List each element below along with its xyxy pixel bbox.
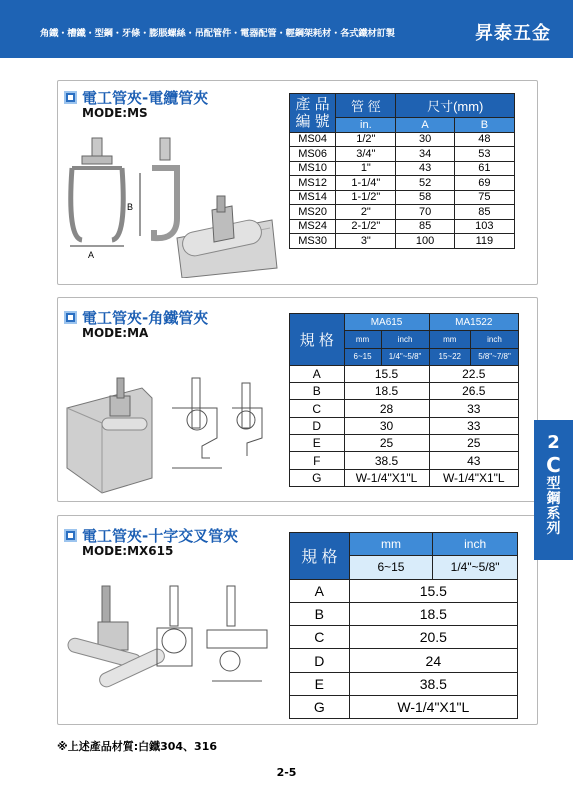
value-cell: 18.5: [344, 383, 429, 400]
row-label-cell: MS14: [290, 190, 336, 205]
row-label-cell: A: [290, 579, 350, 602]
unit-mm: mm: [349, 533, 433, 556]
col-spec: 規 格: [290, 533, 350, 580]
value-cell: 3": [336, 234, 396, 249]
table-row: [290, 602, 518, 625]
value-cell: 38.5: [349, 672, 517, 695]
row-label-cell: MS20: [290, 205, 336, 220]
col-size: 尺寸(mm): [396, 94, 515, 118]
value-cell: 58: [396, 190, 454, 205]
ms-clamp-drawing: [62, 128, 284, 278]
side-tab-char: 系: [546, 506, 561, 522]
unit-mm: mm: [429, 331, 470, 348]
unit-mm: mm: [344, 331, 381, 348]
model-ma1522: MA1522: [429, 314, 518, 331]
range-mm-1: 6~15: [344, 348, 381, 365]
product-label-1: 產 品: [295, 95, 330, 113]
section-mode: MODE:MA: [82, 326, 149, 340]
unit-inch: inch: [470, 331, 518, 348]
value-cell: 1-1/4": [336, 176, 396, 191]
value-cell: 34: [396, 147, 454, 162]
value-cell: 43: [429, 452, 518, 469]
table-row: [290, 161, 515, 176]
value-cell: 70: [396, 205, 454, 220]
value-cell: 2-1/2": [336, 219, 396, 234]
row-label-cell: MS04: [290, 132, 336, 147]
value-cell: 100: [396, 234, 454, 249]
row-label-cell: B: [290, 383, 345, 400]
value-cell: 52: [396, 176, 454, 191]
row-label-cell: C: [290, 400, 345, 417]
row-label-cell: E: [290, 672, 350, 695]
col-b: B: [454, 118, 514, 133]
table-row: [290, 672, 518, 695]
row-label-cell: C: [290, 626, 350, 649]
table-row: [290, 205, 515, 220]
value-cell: 25: [344, 435, 429, 452]
product-label-2: 編 號: [295, 112, 330, 130]
side-tab-number: 2: [547, 432, 560, 453]
value-cell: 28: [344, 400, 429, 417]
value-cell: 1/2": [336, 132, 396, 147]
row-label-cell: A: [290, 365, 345, 382]
table-row: [290, 234, 515, 249]
value-cell: W-1/4"X1"L: [344, 469, 429, 486]
range-mm-2: 15~22: [429, 348, 470, 365]
value-cell: 1-1/2": [336, 190, 396, 205]
value-cell: 2": [336, 205, 396, 220]
row-label-cell: E: [290, 435, 345, 452]
table-row: [290, 383, 519, 400]
side-category-tab: [534, 420, 573, 560]
table-row: [290, 400, 519, 417]
section-mode: MODE:MX615: [82, 544, 174, 558]
material-note: ※上述產品材質:白鐵304、316: [57, 740, 218, 753]
range-inch-1: 1/4"~5/8": [381, 348, 429, 365]
value-cell: 15.5: [349, 579, 517, 602]
table-row: [290, 696, 518, 719]
row-label-cell: F: [290, 452, 345, 469]
col-spec: 規 格: [290, 314, 345, 366]
table-row: [290, 219, 515, 234]
header-bar: [0, 0, 573, 58]
mx-spec-table: [289, 532, 518, 719]
section-title: 電工管夾-十字交叉管夾: [82, 527, 239, 545]
value-cell: W-1/4"X1"L: [349, 696, 517, 719]
table-row: [290, 176, 515, 191]
value-cell: 53: [454, 147, 514, 162]
row-label-cell: B: [290, 602, 350, 625]
value-cell: W-1/4"X1"L: [429, 469, 518, 486]
range-mm: 6~15: [349, 556, 433, 579]
value-cell: 20.5: [349, 626, 517, 649]
table-row: [290, 469, 519, 486]
page-number: 2-5: [276, 766, 297, 779]
side-tab-char: 鋼: [546, 491, 561, 507]
side-tab-char: 型: [546, 476, 561, 492]
value-cell: 30: [396, 132, 454, 147]
table-row: [290, 649, 518, 672]
col-product: [290, 94, 336, 133]
model-ma615: MA615: [344, 314, 429, 331]
section-mode: MODE:MS: [82, 106, 148, 120]
unit-inch: inch: [433, 533, 518, 556]
value-cell: 22.5: [429, 365, 518, 382]
bullet-square-icon: [64, 529, 77, 542]
value-cell: 85: [396, 219, 454, 234]
value-cell: 48: [454, 132, 514, 147]
bullet-square-icon: [64, 91, 77, 104]
ms-spec-table: [289, 93, 515, 249]
table-row: [290, 147, 515, 162]
table-row: [290, 579, 518, 602]
col-in: in.: [336, 118, 396, 133]
value-cell: 33: [429, 417, 518, 434]
value-cell: 25: [429, 435, 518, 452]
section-title: 電工管夾-電纜管夾: [82, 89, 209, 107]
row-label-cell: MS24: [290, 219, 336, 234]
value-cell: 75: [454, 190, 514, 205]
value-cell: 26.5: [429, 383, 518, 400]
col-pipe: 管 徑: [336, 94, 396, 118]
row-label-cell: MS06: [290, 147, 336, 162]
table-row: [290, 417, 519, 434]
range-inch-2: 5/8"~7/8": [470, 348, 518, 365]
value-cell: 18.5: [349, 602, 517, 625]
row-label-cell: G: [290, 469, 345, 486]
header-categories: 角鐵・槽鐵・型鋼・牙條・膨脹螺絲・吊配管件・電器配管・輕鋼架耗材・各式鐵材訂製: [40, 28, 395, 39]
ma-spec-table: [289, 313, 519, 487]
value-cell: 30: [344, 417, 429, 434]
side-tab-char: 列: [546, 521, 561, 537]
value-cell: 43: [396, 161, 454, 176]
brand-name: 昇泰五金: [475, 23, 551, 44]
value-cell: 69: [454, 176, 514, 191]
value-cell: 3/4": [336, 147, 396, 162]
col-a: A: [396, 118, 454, 133]
dim-label-b: B: [127, 202, 134, 212]
mx-clamp-drawing: [62, 566, 284, 716]
value-cell: 15.5: [344, 365, 429, 382]
value-cell: 33: [429, 400, 518, 417]
ma-clamp-drawing: [62, 348, 284, 496]
value-cell: 24: [349, 649, 517, 672]
value-cell: 103: [454, 219, 514, 234]
table-row: [290, 190, 515, 205]
side-tab-letter: C: [546, 453, 561, 477]
table-row: [290, 626, 518, 649]
table-row: [290, 452, 519, 469]
value-cell: 119: [454, 234, 514, 249]
row-label-cell: MS12: [290, 176, 336, 191]
table-row: [290, 435, 519, 452]
row-label-cell: MS10: [290, 161, 336, 176]
table-row: [290, 365, 519, 382]
table-row: [290, 132, 515, 147]
value-cell: 85: [454, 205, 514, 220]
dim-label-a: A: [88, 250, 95, 260]
value-cell: 61: [454, 161, 514, 176]
section-title: 電工管夾-角鐵管夾: [82, 309, 209, 327]
value-cell: 38.5: [344, 452, 429, 469]
value-cell: 1": [336, 161, 396, 176]
unit-inch: inch: [381, 331, 429, 348]
bullet-square-icon: [64, 311, 77, 324]
row-label-cell: MS30: [290, 234, 336, 249]
row-label-cell: D: [290, 417, 345, 434]
row-label-cell: D: [290, 649, 350, 672]
range-inch: 1/4"~5/8": [433, 556, 518, 579]
row-label-cell: G: [290, 696, 350, 719]
